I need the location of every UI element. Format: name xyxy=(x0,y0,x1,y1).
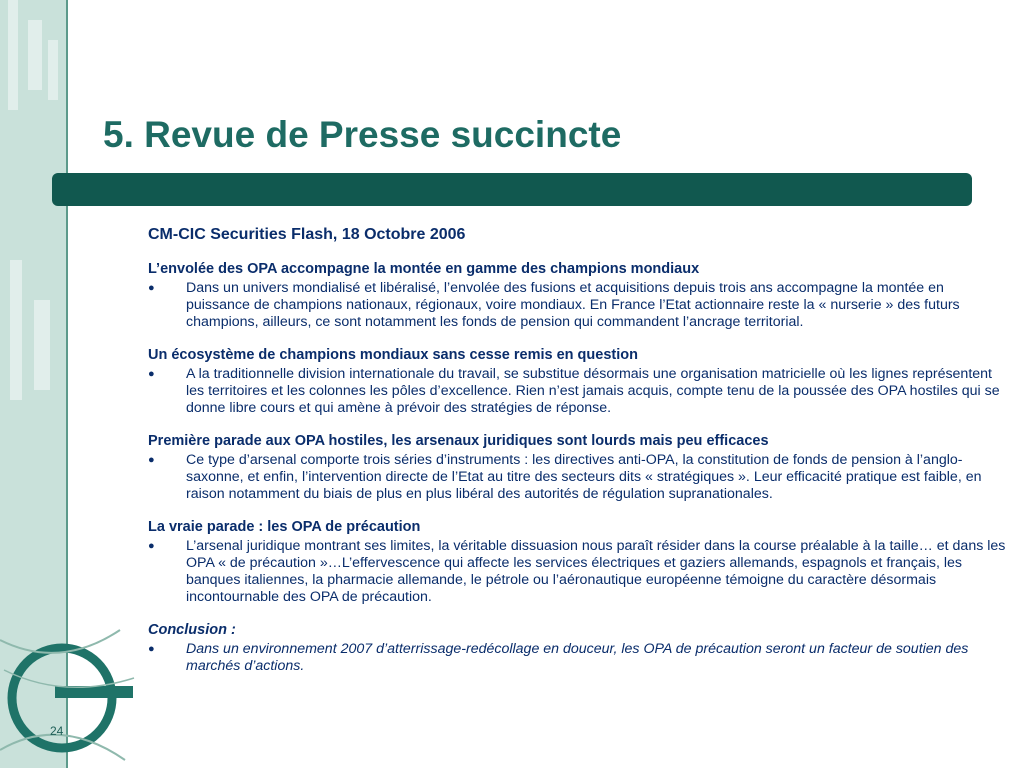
section-2 xyxy=(148,347,1010,417)
decoration-block xyxy=(8,0,18,110)
section-3 xyxy=(148,433,1010,503)
bullet-dot-icon: ● xyxy=(148,454,155,466)
title-underline-bar xyxy=(52,173,972,206)
bullet-text: L’arsenal juridique montrant ses limites, la véritable dissuasion nous paraît résider dans la course préalable à la taille… et dans les OPA « de précaution »…L’effervescence qui affecte les services électriques et gaziers allemands, espagnols et français, les banques italiennes, la pharmacie allemande, le pétrole ou l’aéronautique européenne témoigne du caractère désormais incontournable des OPA de précaution. xyxy=(186,538,1006,605)
bullet-dot-icon: ● xyxy=(148,282,155,294)
bullet-text: Ce type d’arsenal comporte trois séries d’instruments : les directives anti-OPA, la constitution de fonds de pension à l’anglo-saxonne, et enfin, l’intervention directe de l’Etat au titre des secteurs dits « stratégiques ». Leur efficacité pratique est faible, en raison notamment du biais de plus en plus libéral des autorités de régulation supranationales. xyxy=(186,452,982,502)
section-heading: Un écosystème de champions mondiaux sans cesse remis en question xyxy=(148,347,638,363)
decoration-block xyxy=(10,260,22,400)
bullet-text: A la traditionnelle division internationale du travail, se substitue désormais une organisation matricielle où les lignes représentent les territoires et les colonnes les pôles d’excellence. Rien n’est jamais acquis, compte tenu de la poussée des OPA hostiles qui se donne libre cours et qui amène à prévoir des stratégies de réponse. xyxy=(186,366,1000,416)
bullet-text: Dans un environnement 2007 d’atterrissage-redécollage en douceur, les OPA de précaution seront un facteur de soutien des marchés d’actions. xyxy=(186,641,969,674)
section-heading: La vraie parade : les OPA de précaution xyxy=(148,519,421,535)
conclusion-section xyxy=(148,622,1010,675)
source-heading: CM-CIC Securities Flash, 18 Octobre 2006 xyxy=(148,226,466,243)
section-heading: Première parade aux OPA hostiles, les arsenaux juridiques sont lourds mais peu efficaces xyxy=(148,433,769,449)
decoration-block xyxy=(34,300,50,390)
decoration-block xyxy=(28,20,42,90)
section-1 xyxy=(148,261,1010,331)
bullet-dot-icon: ● xyxy=(148,368,155,380)
logo-g-icon xyxy=(0,610,140,768)
bullet-item xyxy=(148,452,1010,503)
slide-content xyxy=(148,226,1010,691)
bullet-item xyxy=(148,538,1010,606)
bullet-item xyxy=(148,280,1010,331)
bullet-dot-icon: ● xyxy=(148,540,155,552)
bullet-dot-icon: ● xyxy=(148,643,155,655)
decoration-block xyxy=(48,40,58,100)
bullet-item xyxy=(148,366,1010,417)
conclusion-heading: Conclusion : xyxy=(148,622,236,638)
bullet-item xyxy=(148,641,1010,675)
slide-title: 5. Revue de Presse succincte xyxy=(103,114,622,155)
bullet-text: Dans un univers mondialisé et libéralisé, l’envolée des fusions et acquisitions depuis trois ans accompagne la montée en puissance de champions nationaux, régionaux, voire mondiaux. En France l’Etat actionnaire reste la « nurserie » des futurs champions, ailleurs, ce sont notamment les fonds de pension qui commandent l’ancrage territorial. xyxy=(186,280,960,330)
section-heading: L’envolée des OPA accompagne la montée en gamme des champions mondiaux xyxy=(148,261,700,277)
page-number: 24 xyxy=(50,724,64,738)
section-4 xyxy=(148,519,1010,606)
